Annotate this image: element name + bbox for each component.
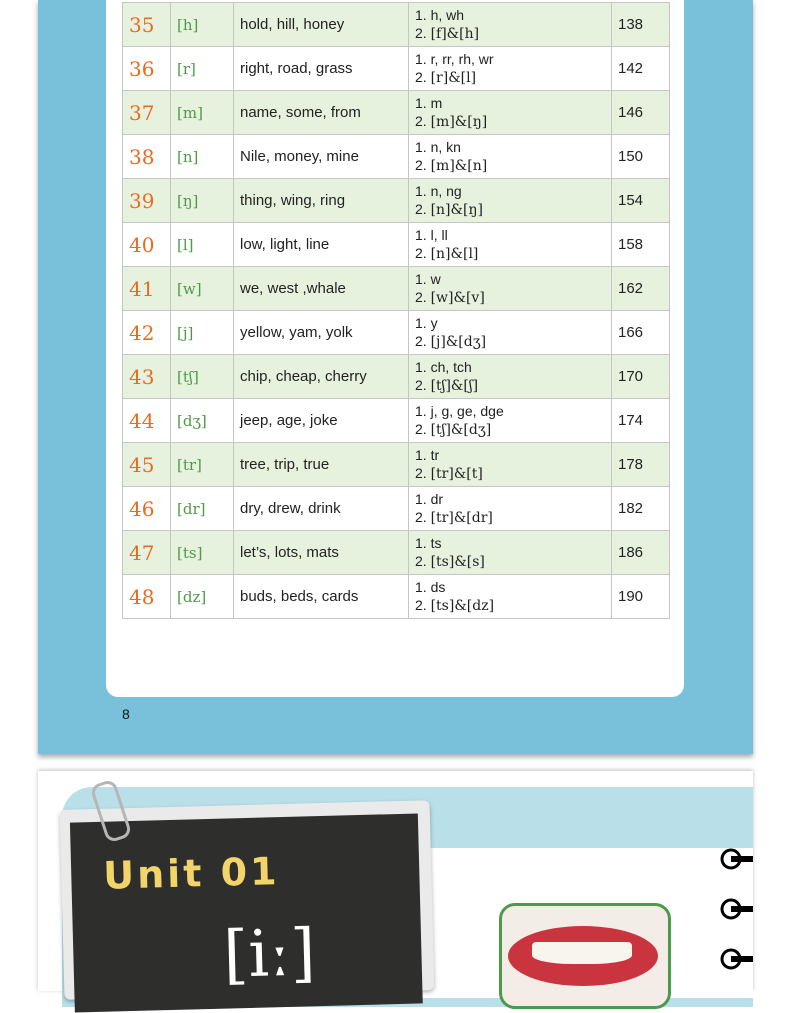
example-words: dry, drew, drink: [234, 487, 409, 531]
phonetic-symbol: [w]: [171, 267, 234, 311]
example-words: we, west ,whale: [234, 267, 409, 311]
rule-line-1: 1. l, ll: [415, 227, 448, 243]
phonetic-symbol: [tr]: [171, 443, 234, 487]
rule-comparison: [m]&[n]: [430, 158, 488, 174]
rule-spellings: ds: [430, 579, 446, 595]
phonics-table: [122, 2, 670, 619]
rule-line-2: 2. [n]&[l]: [415, 245, 479, 262]
rule-comparison: [r]&[l]: [430, 70, 477, 86]
table-row: [123, 47, 670, 91]
rule-line-2: 2. [tʃ]&[ʃ]: [415, 377, 479, 394]
unit-number: 39: [123, 179, 171, 223]
table-row: [123, 267, 670, 311]
audio-icon[interactable]: [720, 847, 753, 871]
spelling-rules: [409, 443, 612, 487]
phonetic-symbol: [ŋ]: [171, 179, 234, 223]
example-words: chip, cheap, cherry: [234, 355, 409, 399]
mouth-photo: [499, 903, 671, 1009]
rule-spellings: ts: [430, 535, 442, 551]
phonetic-symbol: [h]: [171, 3, 234, 47]
page-reference: 182: [612, 487, 670, 531]
example-words: buds, beds, cards: [234, 575, 409, 619]
phonetic-symbol: [dz]: [171, 575, 234, 619]
table-row: [123, 91, 670, 135]
rule-line-1: 1. w: [415, 271, 441, 287]
rule-line-2: 2. [m]&[n]: [415, 157, 488, 174]
rule-line-2: 2. [n]&[ŋ]: [415, 201, 483, 218]
rule-spellings: w: [430, 271, 441, 287]
rule-line-2: 2. [m]&[ŋ]: [415, 113, 488, 130]
table-row: [123, 311, 670, 355]
rule-line-1: 1. r, rr, rh, wr: [415, 51, 494, 67]
phonetic-symbol: [n]: [171, 135, 234, 179]
phonetic-symbol: [ts]: [171, 531, 234, 575]
unit-title: Unit 01: [102, 849, 281, 898]
rule-line-2: 2. [f]&[h]: [415, 25, 480, 42]
table-row: [123, 135, 670, 179]
page-reference: 166: [612, 311, 670, 355]
example-words: low, light, line: [234, 223, 409, 267]
audio-icon[interactable]: [720, 947, 753, 971]
page-number: 8: [122, 706, 130, 722]
phonetic-symbol: [r]: [171, 47, 234, 91]
rule-comparison: [ts]&[s]: [430, 554, 485, 570]
rule-comparison: [j]&[dʒ]: [430, 334, 487, 350]
spelling-rules: [409, 487, 612, 531]
phonetic-symbol: [j]: [171, 311, 234, 355]
page-reference: 190: [612, 575, 670, 619]
rule-spellings: ch, tch: [430, 359, 472, 375]
example-words: tree, trip, true: [234, 443, 409, 487]
spelling-rules: [409, 179, 612, 223]
page-reference: 150: [612, 135, 670, 179]
phonetic-symbol: [tʃ]: [171, 355, 234, 399]
rule-comparison: [n]&[ŋ]: [430, 202, 483, 218]
page-reference: 142: [612, 47, 670, 91]
table-row: [123, 531, 670, 575]
example-words: yellow, yam, yolk: [234, 311, 409, 355]
spelling-rules: [409, 223, 612, 267]
example-words: name, some, from: [234, 91, 409, 135]
spelling-rules: [409, 267, 612, 311]
rule-line-2: 2. [tʃ]&[dʒ]: [415, 421, 492, 438]
table-row: [123, 399, 670, 443]
table-row: [123, 3, 670, 47]
rule-spellings: n, ng: [430, 183, 462, 199]
rule-comparison: [tr]&[dr]: [430, 510, 493, 526]
rule-line-2: 2. [tr]&[dr]: [415, 509, 493, 526]
example-words: Nile, money, mine: [234, 135, 409, 179]
page-reference: 178: [612, 443, 670, 487]
chalkboard: [70, 813, 423, 1012]
spelling-rules: [409, 47, 612, 91]
rule-spellings: r, rr, rh, wr: [430, 51, 494, 67]
spelling-rules: [409, 91, 612, 135]
page-reference: 138: [612, 3, 670, 47]
page-reference: 154: [612, 179, 670, 223]
rule-spellings: l, ll: [430, 227, 448, 243]
table-row: [123, 179, 670, 223]
phonetic-symbol: [m]: [171, 91, 234, 135]
page-reference: 146: [612, 91, 670, 135]
rule-line-1: 1. tr: [415, 447, 440, 463]
rule-comparison: [w]&[v]: [430, 290, 485, 306]
phonetic-symbol: [dr]: [171, 487, 234, 531]
spelling-rules: [409, 135, 612, 179]
table-row: [123, 487, 670, 531]
unit-number: 38: [123, 135, 171, 179]
rule-comparison: [tr]&[t]: [430, 466, 483, 482]
rule-line-2: 2. [tr]&[t]: [415, 465, 483, 482]
example-words: right, road, grass: [234, 47, 409, 91]
rule-line-2: 2. [r]&[l]: [415, 69, 477, 86]
table-row: [123, 443, 670, 487]
rule-spellings: tr: [430, 447, 440, 463]
rule-line-2: 2. [j]&[dʒ]: [415, 333, 487, 350]
page-reference: 162: [612, 267, 670, 311]
unit-number: 48: [123, 575, 171, 619]
rule-spellings: j, g, ge, dge: [430, 403, 504, 419]
rule-line-1: 1. n, ng: [415, 183, 462, 199]
rule-comparison: [tʃ]&[ʃ]: [430, 378, 479, 394]
rule-line-1: 1. ch, tch: [415, 359, 472, 375]
phonetic-symbol: [dʒ]: [171, 399, 234, 443]
unit-number: 36: [123, 47, 171, 91]
rule-line-1: 1. ds: [415, 579, 446, 595]
rule-line-2: 2. [w]&[v]: [415, 289, 485, 306]
rule-line-1: 1. n, kn: [415, 139, 461, 155]
page-reference: 186: [612, 531, 670, 575]
unit-number: 45: [123, 443, 171, 487]
unit-phonetic-symbol: [iː]: [222, 916, 317, 993]
table-row: [123, 355, 670, 399]
example-words: let’s, lots, mats: [234, 531, 409, 575]
rule-spellings: n, kn: [430, 139, 461, 155]
rule-line-2: 2. [ts]&[s]: [415, 553, 485, 570]
spelling-rules: [409, 311, 612, 355]
rule-comparison: [f]&[h]: [430, 26, 480, 42]
teeth-shape: [532, 942, 632, 964]
unit-number: 40: [123, 223, 171, 267]
rule-comparison: [n]&[l]: [430, 246, 479, 262]
rule-line-1: 1. dr: [415, 491, 444, 507]
rule-spellings: dr: [430, 491, 444, 507]
example-words: jeep, age, joke: [234, 399, 409, 443]
rule-comparison: [ts]&[dz]: [430, 598, 495, 614]
unit-number: 46: [123, 487, 171, 531]
rule-line-1: 1. h, wh: [415, 7, 465, 23]
unit-number: 37: [123, 91, 171, 135]
spelling-rules: [409, 531, 612, 575]
rule-spellings: m: [430, 95, 443, 111]
audio-icon[interactable]: [720, 897, 753, 921]
page-table-of-contents: [38, 0, 753, 754]
rule-spellings: y: [430, 315, 438, 331]
rule-line-1: 1. y: [415, 315, 438, 331]
spelling-rules: [409, 355, 612, 399]
rule-spellings: h, wh: [430, 7, 465, 23]
unit-number: 47: [123, 531, 171, 575]
rule-line-1: 1. j, g, ge, dge: [415, 403, 504, 419]
example-words: hold, hill, honey: [234, 3, 409, 47]
rule-comparison: [tʃ]&[dʒ]: [430, 422, 492, 438]
rule-comparison: [m]&[ŋ]: [430, 114, 488, 130]
phonetic-symbol: [l]: [171, 223, 234, 267]
spelling-rules: [409, 3, 612, 47]
page-reference: 170: [612, 355, 670, 399]
rule-line-2: 2. [ts]&[dz]: [415, 597, 495, 614]
page-reference: 174: [612, 399, 670, 443]
rule-line-1: 1. m: [415, 95, 443, 111]
example-words: thing, wing, ring: [234, 179, 409, 223]
unit-number: 44: [123, 399, 171, 443]
table-row: [123, 575, 670, 619]
table-row: [123, 223, 670, 267]
unit-number: 41: [123, 267, 171, 311]
spelling-rules: [409, 399, 612, 443]
page-reference: 158: [612, 223, 670, 267]
unit-number: 42: [123, 311, 171, 355]
rule-line-1: 1. ts: [415, 535, 442, 551]
unit-number: 43: [123, 355, 171, 399]
spelling-rules: [409, 575, 612, 619]
unit-number: 35: [123, 3, 171, 47]
page-unit-opener: [38, 771, 753, 991]
